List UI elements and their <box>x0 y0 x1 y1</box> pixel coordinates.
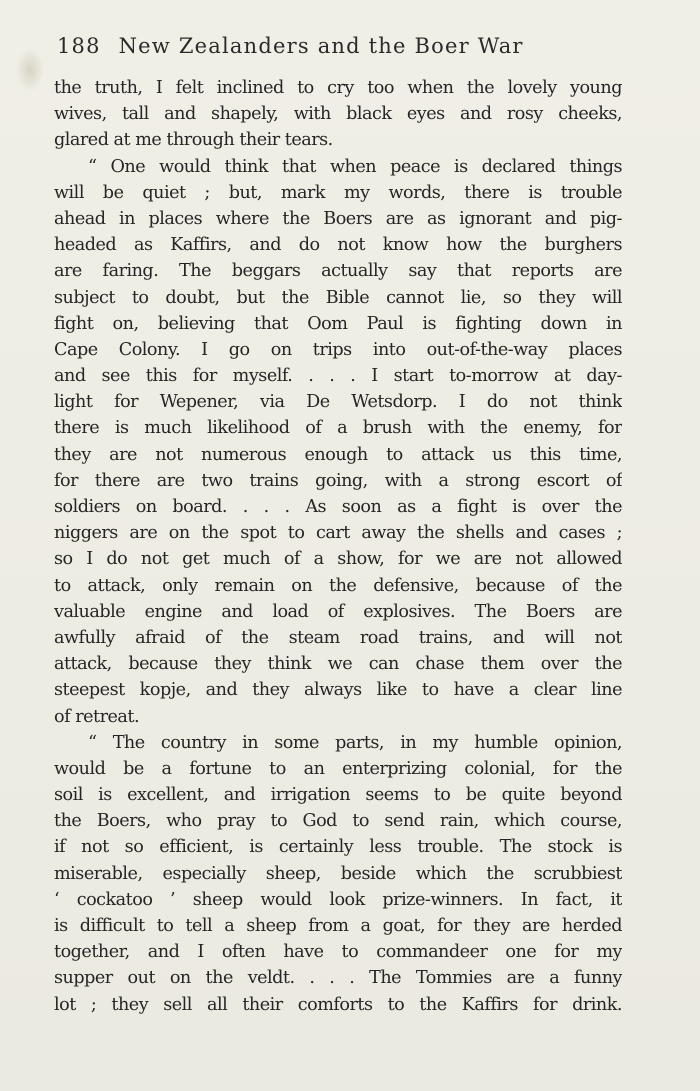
text-line: there is much likelihood of a brush with the enemy, for <box>54 418 622 439</box>
text-line: ‘ cockatoo ’ sheep would look prize-winners. In fact, it <box>54 889 622 910</box>
text-line: if not so efficient, is certainly less trouble. The stock is <box>54 837 622 858</box>
text-line: fight on, believing that Oom Paul is fighting down in <box>54 313 622 334</box>
text-line: the truth, I felt inclined to cry too when the lovely young <box>54 78 622 98</box>
running-header <box>57 34 524 58</box>
text-line: ahead in places where the Boers are as ignorant and pig- <box>54 208 622 229</box>
text-line: are faring. The beggars actually say that reports are <box>54 261 622 282</box>
text-line: the Boers, who pray to God to send rain, which course, <box>54 811 622 832</box>
text-line: soil is excellent, and irrigation seems to be quite beyond <box>54 785 622 806</box>
body-text <box>54 75 622 1018</box>
text-line: subject to doubt, but the Bible cannot lie, so they will <box>54 287 622 308</box>
text-line: to attack, only remain on the defensive, because of the <box>54 575 622 596</box>
text-line: is difficult to tell a sheep from a goat, for they are herded <box>54 916 622 936</box>
text-line: headed as Kaffirs, and do not know how the burghers <box>54 235 622 256</box>
text-line: miserable, especially sheep, beside which the scrubbiest <box>54 863 622 884</box>
text-line: valuable engine and load of explosives. The Boers are <box>54 601 622 622</box>
text-line: Cape Colony. I go on trips into out-of-the-way places <box>54 339 622 360</box>
text-line: lot ; they sell all their comforts to the Kaffirs for drink. <box>54 994 622 1015</box>
text-line: “ One would think that when peace is declared things <box>88 156 622 177</box>
text-line: supper out on the veldt. . . . The Tommies are a funny <box>54 968 622 989</box>
text-line: for there are two trains going, with a strong escort of <box>54 470 622 491</box>
text-line: glared at me through their tears. <box>54 130 333 151</box>
text-line: will be quiet ; but, mark my words, there is trouble <box>54 182 622 203</box>
text-line: attack, because they think we can chase them over the <box>54 654 622 675</box>
text-line: and see this for myself. . . . I start to-morrow at day- <box>54 366 622 387</box>
running-title: New Zealanders and the Boer War <box>118 34 524 58</box>
text-line: soldiers on board. . . . As soon as a fight is over the <box>54 497 622 517</box>
text-line: light for Wepener, via De Wetsdorp. I do not think <box>54 392 622 413</box>
text-line: so I do not get much of a show, for we are not allowed <box>54 549 622 570</box>
text-line: awfully afraid of the steam road trains, and will not <box>54 627 622 648</box>
text-line: “ The country in some parts, in my humble opinion, <box>88 732 622 753</box>
text-line: wives, tall and shapely, with black eyes and rosy cheeks, <box>54 104 622 125</box>
text-line: niggers are on the spot to cart away the shells and cases ; <box>54 523 622 544</box>
text-line: they are not numerous enough to attack us this time, <box>54 444 622 465</box>
text-line: steepest kopje, and they always like to have a clear line <box>54 680 622 701</box>
text-line: would be a fortune to an enterprizing colonial, for the <box>54 758 622 779</box>
text-line: of retreat. <box>54 706 140 727</box>
text-line: together, and I often have to commandeer one for my <box>54 942 622 963</box>
page-number: 188 <box>57 34 101 58</box>
